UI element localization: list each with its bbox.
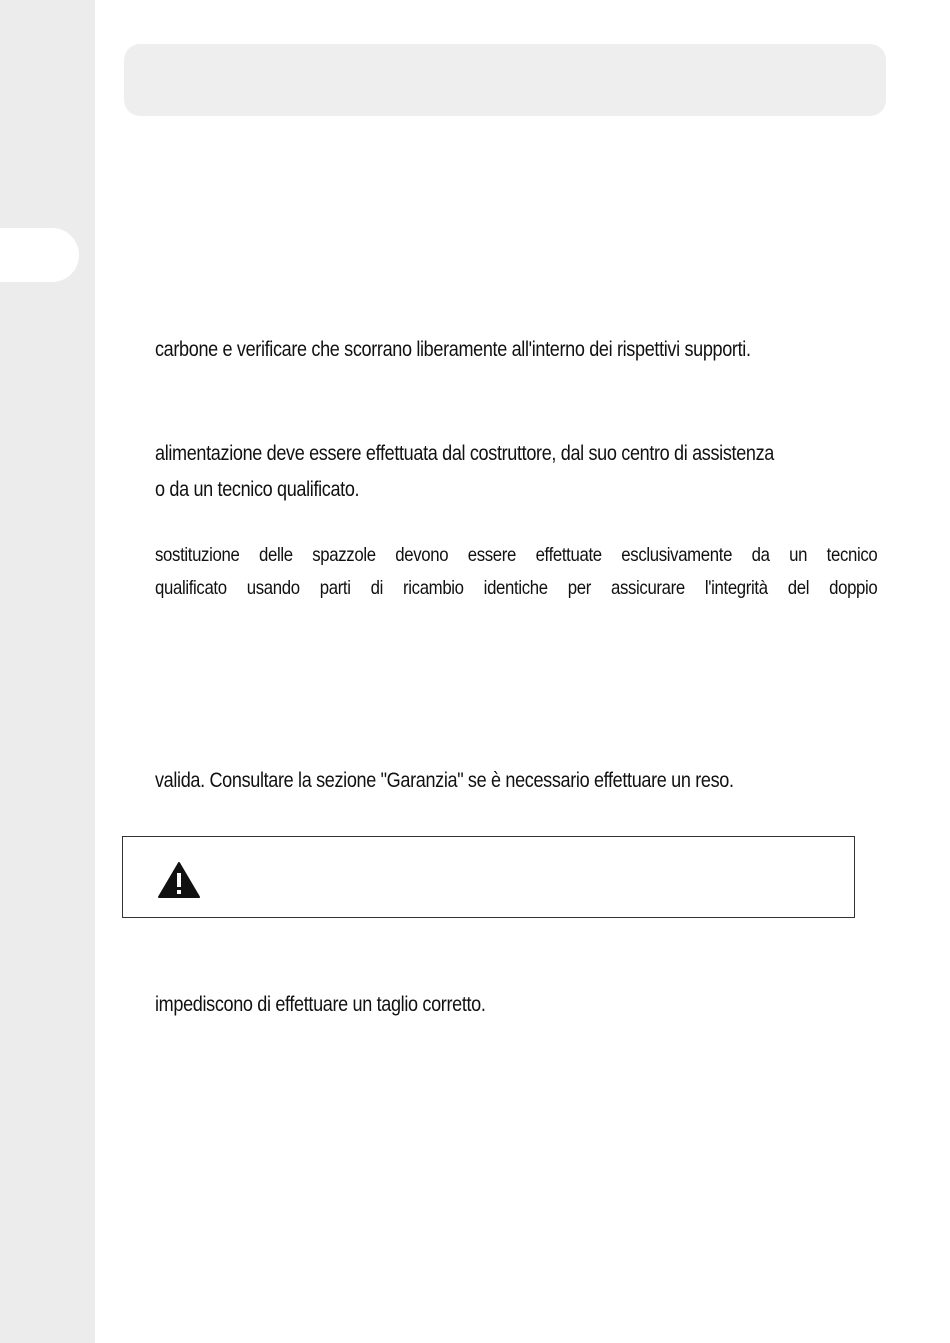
paragraph-power-cord xyxy=(155,436,776,508)
paragraph-brushes xyxy=(155,332,776,368)
paragraph-brush-replacement-line-2: qualificato usando parti di ricambio identiche per assicurare l'integrità del doppio xyxy=(155,577,878,599)
warning-box xyxy=(122,836,855,918)
paragraph-brush-replacement xyxy=(155,539,877,605)
header-bar xyxy=(124,44,886,116)
warning-triangle-icon xyxy=(157,861,201,899)
paragraph-power-cord-line-2: o da un tecnico qualificato. xyxy=(155,478,360,501)
paragraph-brushes-text: carbone e verificare che scorrano liberamente all'interno dei rispettivi supporti. xyxy=(155,338,751,361)
paragraph-warranty-text: valida. Consultare la sezione "Garanzia" se è necessario effettuare un reso. xyxy=(155,769,734,792)
side-tab xyxy=(0,228,79,282)
paragraph-warranty xyxy=(155,763,776,799)
side-strip xyxy=(0,0,95,1343)
paragraph-cutting xyxy=(155,987,776,1023)
paragraph-brush-replacement-line-1: sostituzione delle spazzole devono essere effettuate esclusivamente da un tecnico xyxy=(155,544,878,566)
paragraph-power-cord-line-1: alimentazione deve essere effettuata dal costruttore, dal suo centro di assistenza xyxy=(155,442,774,465)
paragraph-cutting-text: impediscono di effettuare un taglio corretto. xyxy=(155,993,486,1016)
